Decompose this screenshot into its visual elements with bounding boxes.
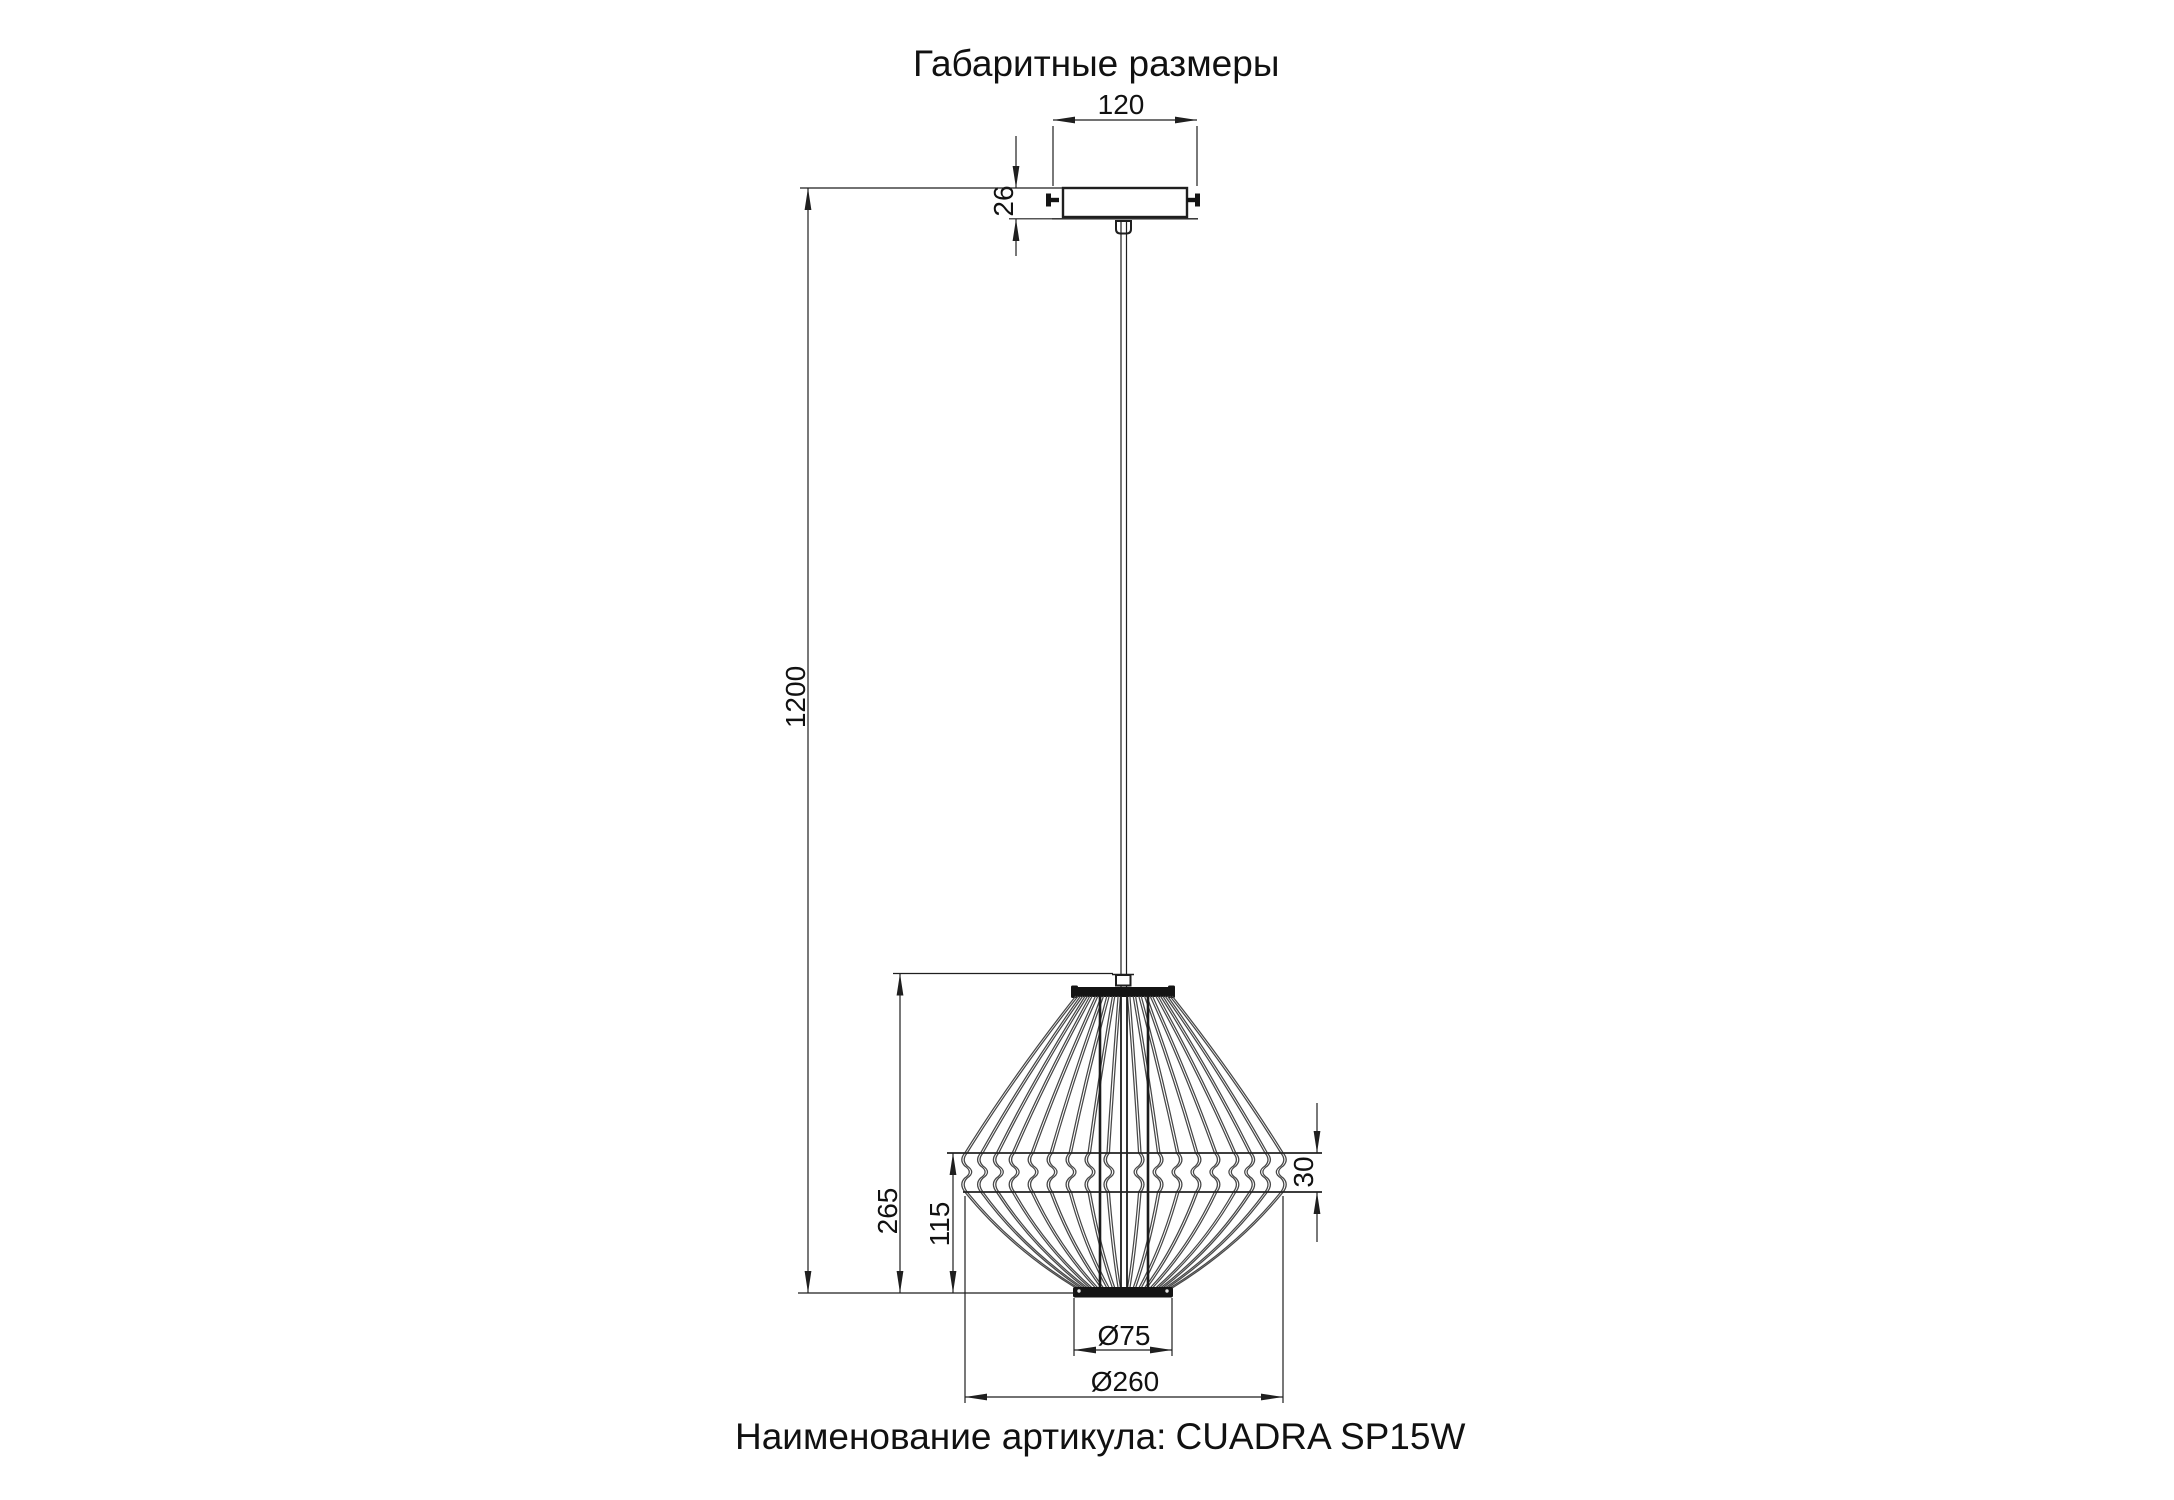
- dim-label-shade-lower-height: 115: [924, 1201, 955, 1247]
- dimension-canopy-height: [988, 136, 1052, 256]
- cage-wire: [1012, 996, 1093, 1288]
- dimension-canopy-width: [1053, 89, 1197, 186]
- dim-label-canopy-height: 26: [988, 185, 1019, 217]
- cage-wire: [1068, 996, 1109, 1288]
- dimension-belt-height: [1288, 1103, 1320, 1242]
- dimension-suspension-length: [780, 188, 1075, 1293]
- dimension-shade-lower-height: [924, 1153, 956, 1293]
- dim-label-suspension-length: 1200: [780, 665, 811, 729]
- dim-label-bottom-cap-diameter: Ø75: [1097, 1320, 1151, 1351]
- dim-label-belt-height: 30: [1288, 1156, 1319, 1188]
- canopy: [1046, 188, 1200, 234]
- cage-wire: [1165, 996, 1268, 1288]
- cage-wire: [1139, 996, 1180, 1288]
- canopy-screw-right: [1187, 194, 1200, 207]
- dimension-bottom-cap-diameter: [1074, 1298, 1172, 1356]
- cage-wire: [1104, 996, 1118, 1288]
- footer-text: [735, 1416, 1465, 1457]
- footer-label: Наименование артикула:: [735, 1416, 1167, 1457]
- dim-label-shade-height: 265: [872, 1187, 903, 1235]
- shade-top-cap: [1071, 986, 1175, 999]
- cord-grip: [1116, 221, 1131, 234]
- cage-wire: [980, 996, 1083, 1288]
- shade-top-fitting: [1112, 975, 1134, 986]
- dimension-shade-diameter: [965, 1196, 1283, 1403]
- canopy-screw-left: [1046, 194, 1059, 207]
- suspension-wire: [1121, 222, 1127, 988]
- cage-wire: [1156, 996, 1237, 1288]
- dim-label-shade-diameter: Ø260: [1090, 1366, 1160, 1397]
- page-title: Габаритные размеры: [913, 43, 1280, 84]
- canopy-body: [1063, 188, 1187, 217]
- wire-cage: [962, 996, 1286, 1288]
- cage-wire: [1128, 996, 1142, 1288]
- cage-wire: [1106, 996, 1120, 1288]
- shade-bottom-cap: [1073, 1287, 1173, 1298]
- dim-label-canopy-width: 120: [1097, 89, 1145, 120]
- cage-wire: [1130, 996, 1144, 1288]
- footer-article: CUADRA SP15W: [1175, 1416, 1466, 1457]
